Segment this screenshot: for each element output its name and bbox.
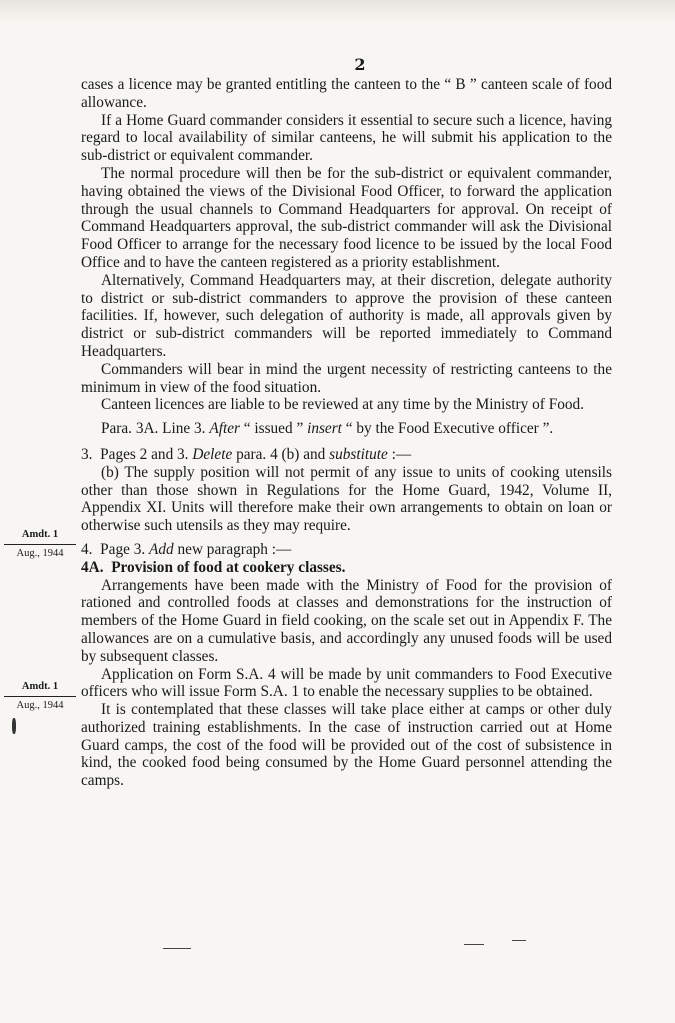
amendment-para-3a	[81, 420, 612, 438]
amendment-lead: Pages 2 and 3.	[100, 445, 189, 463]
amendment-target: para. 4 (b) and	[236, 445, 326, 463]
quoted-text: “ by the Food Executive officer ”.	[345, 420, 554, 438]
paragraph-continuation: cases a licence may be granted entitling the canteen to the “ B ” canteen scale of food allowance.	[81, 76, 612, 111]
paragraph: If a Home Guard commander considers it essential to secure such a licence, having regard to local availability of similar canteens, he will submit his application to the sub-district or equivalent commander.	[81, 111, 612, 165]
instruction-add: Add	[149, 540, 174, 558]
page-number: 2	[354, 55, 366, 74]
amendment-tail: new paragraph :—	[177, 540, 292, 558]
torn-top-edge	[0, 0, 675, 24]
margin-note-amendment	[4, 528, 76, 561]
amendment-lead: Para. 3A. Line 3.	[101, 420, 206, 438]
ink-mark	[12, 718, 16, 734]
margin-note-rule	[4, 544, 76, 545]
margin-note-rule	[4, 696, 76, 697]
scan-speck	[464, 944, 484, 945]
paragraph: Arrangements have been made with the Ministry of Food for the provision of rationed and controlled foods at classes and demonstrations for the instruction of members of the Home Guard in field cooking, on the scale set out in Appendix F. The allowances are on a cumulative basis, and accordingly any unused foods will be used by subsequent classes.	[81, 576, 612, 665]
document-body	[81, 76, 612, 790]
instruction-insert: insert	[307, 420, 342, 438]
amendment-4	[81, 541, 612, 559]
sub-text: The supply position will not permit of any issue to units of cooking utensils other than those shown in Regulations for the Home Guard, 1942, Volume II, Appendix XI. Units will therefore make their own arrangements to obtain on loan or otherwise such utensils as they may require.	[81, 463, 612, 535]
paragraph: Commanders will bear in mind the urgent necessity of restricting canteens to the minimum in view of the food situation.	[81, 360, 612, 396]
paragraph: Application on Form S.A. 4 will be made by unit commanders to Food Executive officers who will issue Form S.A. 1 to enable the necessary supplies to be obtained.	[81, 665, 612, 701]
substituted-paragraph	[81, 464, 612, 535]
paragraph: Canteen licences are liable to be reviewed at any time by the Ministry of Food.	[101, 396, 584, 414]
item-number: 4.	[81, 540, 93, 558]
quoted-text: “ issued ”	[243, 420, 304, 438]
instruction-after: After	[209, 420, 240, 438]
section-number: 4A.	[81, 558, 104, 576]
sub-label: (b)	[101, 463, 119, 481]
margin-note-line1: Amdt. 1	[21, 681, 59, 692]
amendment-3	[81, 446, 612, 464]
margin-note-line1: Amdt. 1	[21, 529, 59, 540]
margin-note-line2: Aug., 1944	[16, 700, 64, 711]
scan-speck	[512, 940, 526, 941]
section-heading	[81, 559, 612, 577]
instruction-substitute: substitute	[329, 445, 388, 463]
margin-note-line2: Aug., 1944	[16, 548, 64, 559]
item-number: 3.	[81, 445, 93, 463]
paragraph: Alternatively, Command Headquarters may, at their discretion, delegate authority to district or sub-district commanders to approve the provision of these canteen facilities. If, however, such delegation of authority is made, all approvals given by district or sub-district commanders will be reported immediately to Command Headquarters.	[81, 271, 612, 360]
section-title: Provision of food at cookery classes.	[111, 558, 346, 576]
amendment-lead: Page 3.	[100, 540, 146, 558]
instruction-delete: Delete	[192, 445, 233, 463]
margin-note-amendment	[4, 680, 76, 713]
amendment-tail: :—	[391, 445, 412, 463]
scan-speck	[163, 948, 191, 949]
paragraph: The normal procedure will then be for the sub-district or equivalent commander, having obtained the views of the Divisional Food Officer, to forward the application through the usual channels to Command Headquarters for approval. On receipt of Command Headquarters approval, the sub-district commander will ask the Divisional Food Officer to arrange for the necessary food licence to be issued by the local Food Office and to have the canteen registered as a priority establishment.	[81, 164, 612, 271]
paragraph: It is contemplated that these classes will take place either at camps or other duly authorized training establishments. In the case of instruction carried out at Home Guard camps, the cost of the food will be provided out of the cost of subsistence in kind, the cooked food being consumed by the Home Guard personnel attending the camps.	[81, 701, 612, 790]
